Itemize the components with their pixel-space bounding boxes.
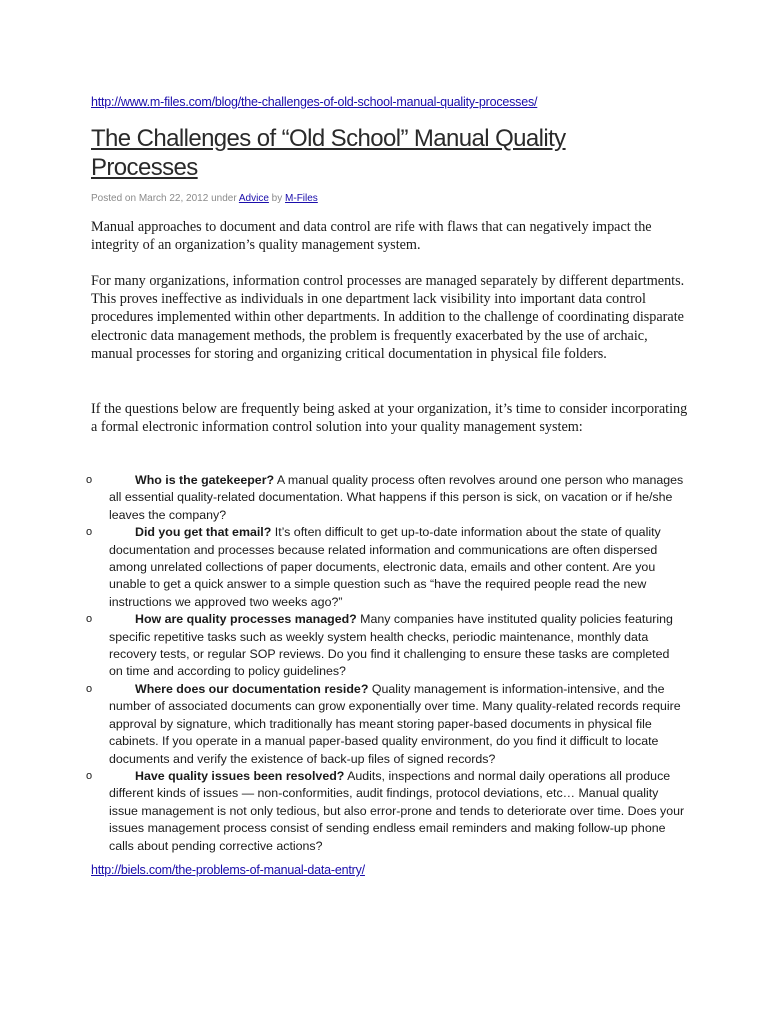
question-heading: How are quality processes managed?	[135, 612, 357, 627]
list-item	[86, 611, 686, 681]
list-item	[86, 768, 686, 855]
author-link[interactable]: M-Files	[285, 193, 318, 204]
bullet-icon: o	[86, 613, 93, 626]
second-source-url-link[interactable]: http://biels.com/the-problems-of-manual-data-entry/	[91, 863, 365, 877]
question-text: Quality management is information-intensive, and the number of associated documents can grow exponentially over time. Many quality-related records require approval by signature, which traditionally has meant storing paper-based documents in physical file cabinets. If you operate in a manual paper-based quality environment, do you find it difficult to locate documents and verify the existence of back-up files of signed records?	[109, 681, 681, 766]
source-url-link[interactable]: http://www.m-files.com/blog/the-challenges-of-old-school-manual-quality-processes/	[91, 95, 538, 109]
posted-date-text: Posted on March 22, 2012 under	[91, 193, 239, 204]
question-heading: Who is the gatekeeper?	[135, 473, 275, 487]
intro-paragraph: Manual approaches to document and data control are rife with flaws that can negatively impact the integrity of an organization’s quality management system.	[91, 219, 652, 254]
context-paragraph: For many organizations, information control processes are managed separately by different departments. This proves ineffective as individuals in one department lack visibility into important data control procedures implemented within other departments. In addition to the challenge of coordinating disparate electronic data management methods, the problem is frequently exacerbated by the use of archaic, manual processes for storing and organizing critical documentation in physical file folders.	[91, 273, 685, 362]
lead-in-paragraph: If the questions below are frequently being asked at your organization, it’s time to consider incorporating a formal electronic information control solution into your quality management system:	[91, 401, 688, 436]
questions-list	[86, 472, 686, 855]
bullet-icon: o	[86, 474, 93, 486]
article-title: The Challenges of “Old School” Manual Quality Processes	[91, 125, 566, 181]
question-text: Audits, inspections and normal daily operations all produce different kinds of issues — non-conformities, audit findings, protocol deviations, etc… Manual quality issue management is not only tedious, but also error-prone and tends to deteriorate over time. Does your issues management process consist of sending endless email reminders and making follow-up phone calls about pending corrective actions?	[109, 768, 685, 853]
list-item	[86, 472, 686, 524]
bullet-icon: o	[86, 526, 93, 539]
category-link[interactable]: Advice	[238, 193, 269, 204]
list-item	[86, 681, 686, 768]
question-text: It’s often difficult to get up-to-date information about the state of quality documentation and processes because related information and communications are often dispersed among unrelated collections of paper documents, electronic data, emails and other content. Are you unable to get a quick answer to a simple question such as “have the required people read the new instructions we approved two weeks ago?”	[109, 525, 661, 609]
question-heading: Have quality issues been resolved?	[135, 768, 345, 783]
bullet-icon: o	[86, 682, 93, 695]
post-meta	[91, 193, 318, 204]
question-heading: Did you get that email?	[135, 525, 272, 540]
list-item	[86, 524, 686, 611]
question-heading: Where does our documentation reside?	[135, 681, 369, 696]
bullet-icon: o	[86, 769, 93, 782]
by-text: by	[268, 193, 286, 204]
question-text: A manual quality process often revolves around one person who manages all essential quality-related documentation. What happens if this person is sick, on vacation or if he/she leaves the company?	[109, 473, 684, 522]
question-text: Many companies have instituted quality policies featuring specific repetitive tasks such as weekly system health checks, periodic maintenance, monthly data recovery tests, or regular SOP reviews. Do you find it challenging to ensure these tasks are completed on time and according to policy guidelines?	[109, 612, 673, 679]
